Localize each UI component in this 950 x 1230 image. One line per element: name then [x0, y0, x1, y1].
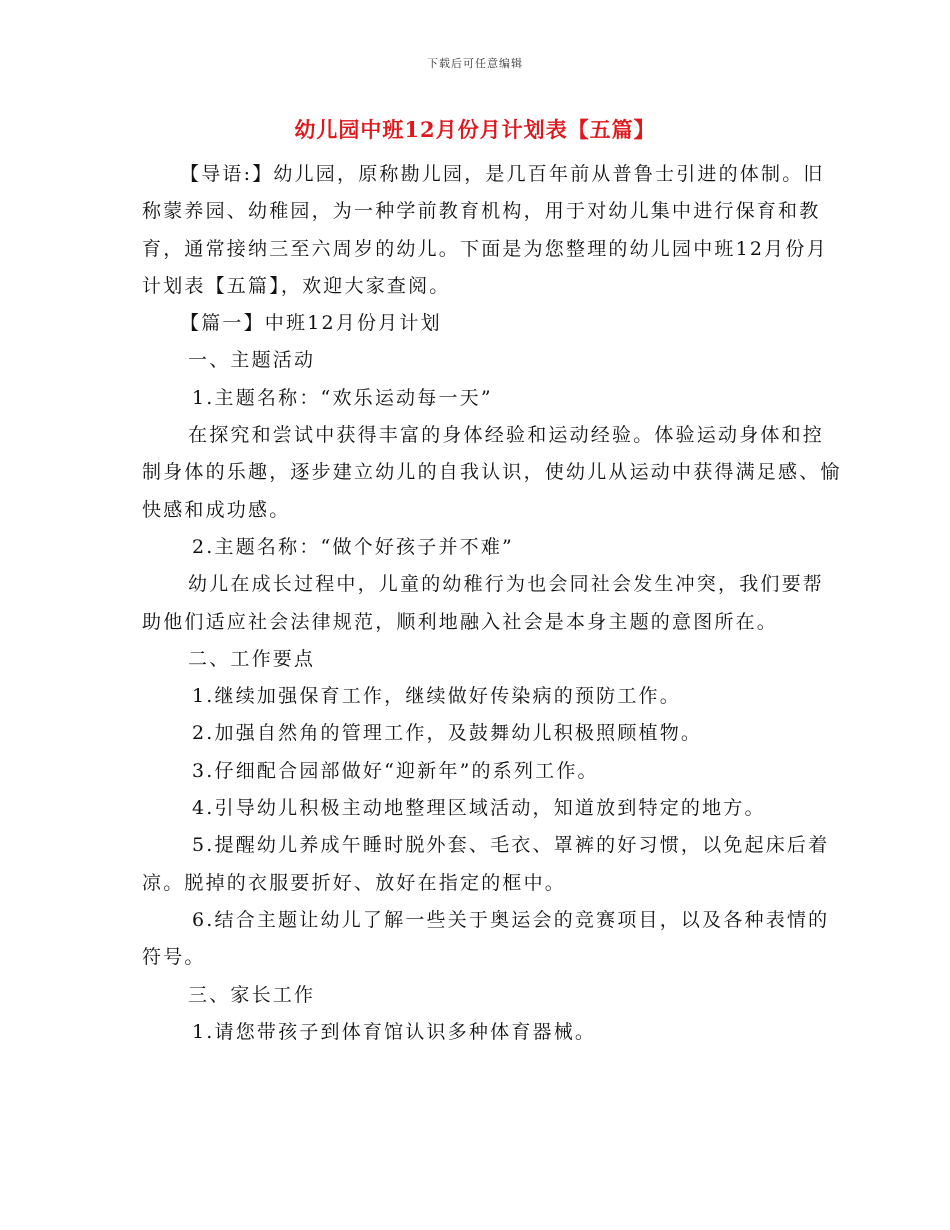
work-point-2: 2.加强自然角的管理工作，及鼓舞幼儿积极照顾植物。 [192, 722, 703, 745]
work-point-4: 4.引导幼儿积极主动地整理区域活动，知道放到特定的地方。 [192, 797, 766, 820]
theme-2-description: 幼儿在成长过程中，儿童的幼稚行为也会同社会发生冲突，我们要帮助他们适应社会法律规范，顺利地融入社会是本身主题的意图所在。 [142, 573, 825, 633]
document-body [142, 156, 842, 1051]
intro-paragraph: 【导语:】幼儿园，原称勘儿园，是几百年前从普鲁士引进的体制。旧称蒙养园、幼稚园，为一种学前教育机构，用于对幼儿集中进行保育和教育，通常接纳三至六周岁的幼儿。下面是为您整理的幼儿园中班12月份月计划表【五篇】，欢迎大家查阅。 [142, 163, 828, 297]
work-point-1: 1.继续加强保育工作，继续做好传染病的预防工作。 [192, 685, 681, 708]
heading-work-points: 二、工作要点 [188, 647, 316, 670]
theme-name-2: 2.主题名称：“做个好孩子并不难” [192, 535, 514, 558]
theme-name-1: 1.主题名称：“欢乐运动每一天” [192, 386, 493, 409]
header-note: 下载后可任意编辑 [427, 57, 523, 70]
heading-theme-activities: 一、主题活动 [188, 349, 316, 372]
work-point-6: 6.结合主题让幼儿了解一些关于奥运会的竞赛项目，以及各种表情的符号。 [142, 908, 830, 969]
parent-work-1: 1.请您带孩子到体育馆认识多种体育器械。 [192, 1020, 597, 1043]
work-point-5: 5.提醒幼儿养成午睡时脱外套、毛衣、罩裤的好习惯，以免起床后着凉。脱掉的衣服要折好、放好在指定的框中。 [142, 834, 830, 894]
section-heading-part-one: 【篇一】中班12月份月计划 [180, 312, 442, 335]
heading-parent-work: 三、家长工作 [188, 983, 316, 1006]
document-title: 幼儿园中班12月份月计划表【五篇】 [294, 117, 656, 142]
theme-1-description: 在探究和尝试中获得丰富的身体经验和运动经验。体验运动身体和控制身体的乐趣，逐步建立幼儿的自我认识，使幼儿从运动中获得满足感、愉快感和成功感。 [142, 424, 842, 521]
work-point-3: 3.仔细配合园部做好“迎新年”的系列工作。 [192, 759, 599, 782]
